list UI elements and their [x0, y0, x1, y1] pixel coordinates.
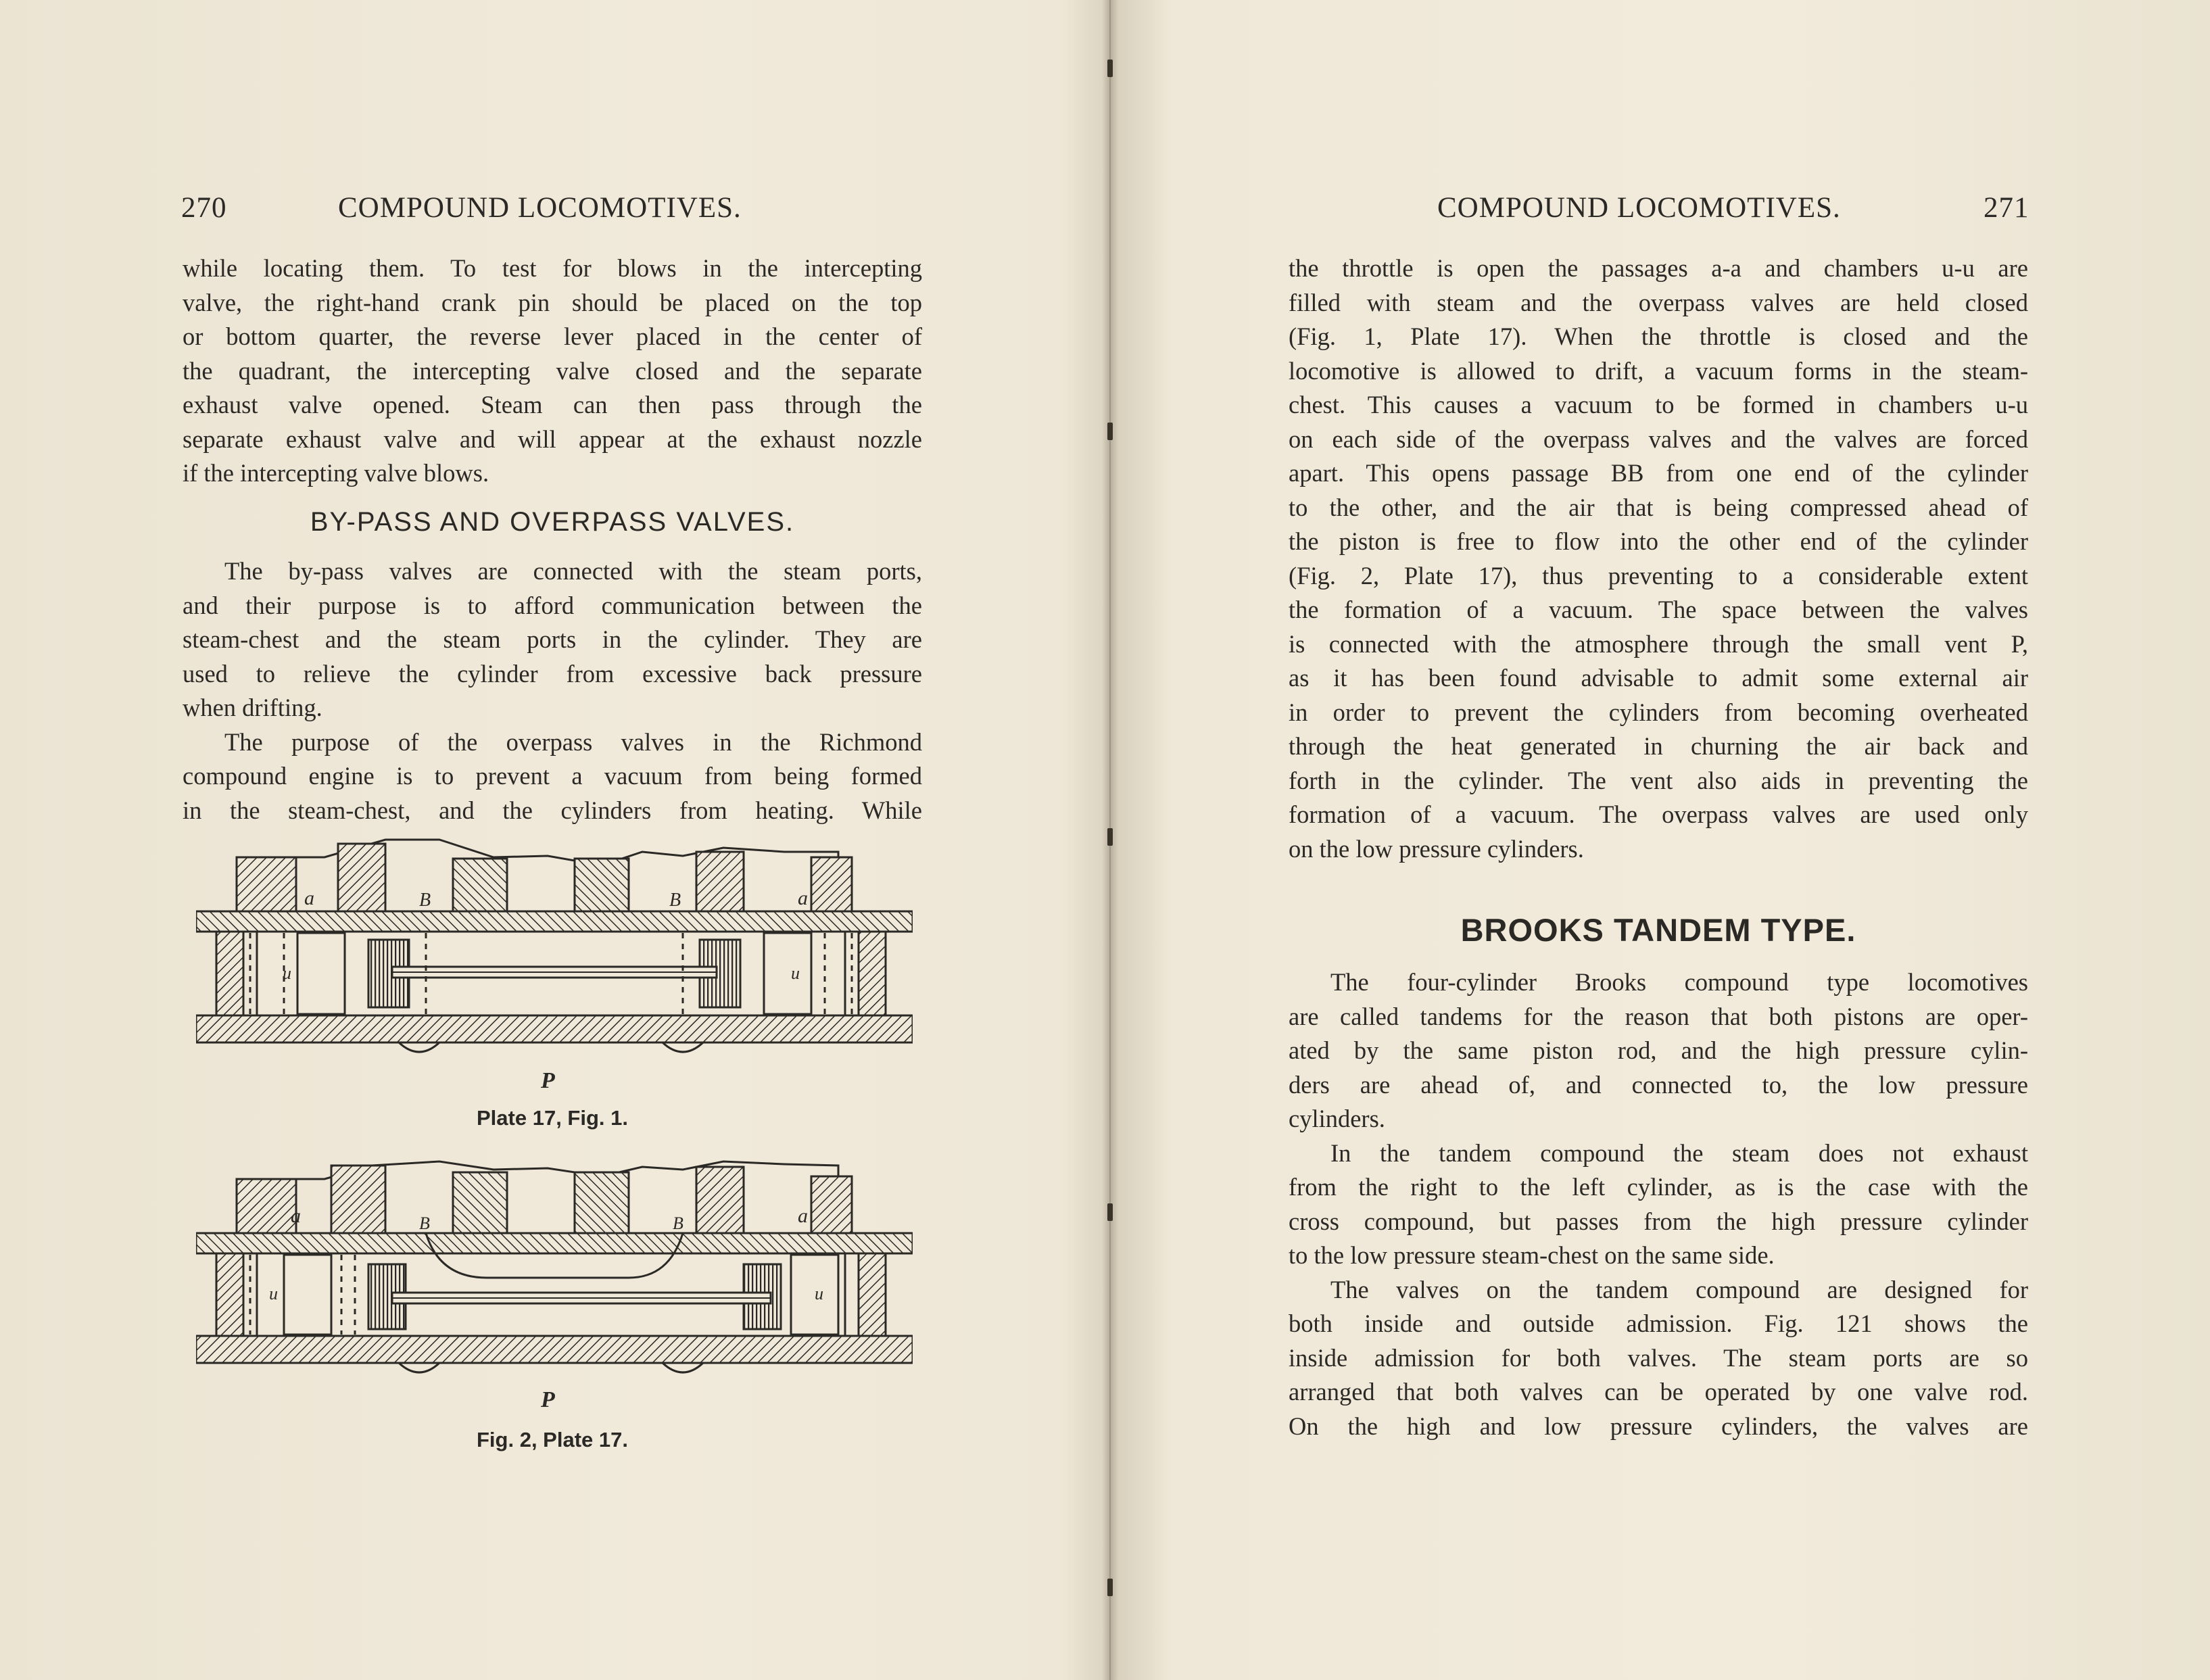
text-line: in the steam-chest, and the cylinders from heating. While	[183, 796, 922, 824]
text-line: the formation of a vacuum. The space between the valves	[1289, 596, 2028, 623]
text-line: compound engine is to prevent a vacuum from being formed	[183, 762, 922, 790]
right-page	[1118, 0, 2210, 1680]
text-line: ders are ahead of, and connected to, the low pressure	[1289, 1070, 2028, 1099]
top-wall	[696, 852, 744, 911]
label-a: a	[291, 1205, 301, 1227]
text-line: formation of a vacuum. The overpass valves are used only	[1289, 800, 2028, 828]
text-line: filled with steam and the overpass valves are held closed	[1289, 288, 2028, 316]
valve-diagram-fig2	[196, 1149, 913, 1393]
top-wall	[331, 1166, 385, 1233]
vent-port	[399, 1042, 439, 1052]
left-flange	[216, 1253, 243, 1336]
text-line: exhaust valve opened. Steam can then pass through the	[183, 391, 922, 418]
binding-stitch	[1107, 1579, 1113, 1596]
vent-port	[663, 1363, 703, 1372]
lower-band	[196, 1336, 913, 1363]
text-line: inside admission for both valves. The steam ports are so	[1289, 1343, 2028, 1372]
label-b: B	[419, 1214, 430, 1233]
label-b: B	[673, 1214, 683, 1233]
text-line: The by-pass valves are connected with the steam ports,	[224, 557, 922, 585]
section-heading: BROOKS TANDEM TYPE.	[1460, 912, 1856, 948]
running-head: COMPOUND LOCOMOTIVES.	[338, 192, 742, 224]
section-heading: BY-PASS AND OVERPASS VALVES.	[310, 507, 795, 537]
binding-stitch	[1107, 828, 1113, 846]
text-line: On the high and low pressure cylinders, the valves are	[1289, 1412, 2028, 1440]
page-number: 271	[1984, 192, 2029, 224]
label-b: B	[669, 890, 681, 911]
text-line: apart. This opens passage BB from one end of the cylinder	[1289, 459, 2028, 487]
text-line: cylinders.	[1289, 1105, 1385, 1132]
binding-stitch	[1107, 59, 1113, 77]
right-flange	[859, 1253, 886, 1336]
top-wall	[811, 857, 852, 911]
valve-diagram-fig1	[196, 832, 913, 1075]
text-line: to the low pressure steam-chest on the same side.	[1289, 1241, 1775, 1269]
text-line: the throttle is open the passages a-a and chambers u-u are	[1289, 254, 2028, 282]
paragraph	[1289, 965, 2028, 1443]
left-valve-body	[297, 933, 345, 1014]
vent-port	[663, 1042, 703, 1052]
text-line: chest. This causes a vacuum to be formed in chambers u-u	[1289, 391, 2028, 418]
top-wall	[453, 1172, 507, 1233]
paragraph	[183, 251, 922, 491]
text-line: separate exhaust valve and will appear at the exhaust nozzle	[183, 425, 922, 453]
text-line: used to relieve the cylinder from excessive back pressure	[183, 659, 922, 688]
text-line: if the intercepting valve blows.	[183, 459, 489, 487]
text-line: The valves on the tandem compound are designed for	[1330, 1275, 2028, 1303]
page-number: 270	[181, 192, 227, 224]
text-line: or bottom quarter, the reverse lever placed in the center of	[183, 322, 922, 350]
upper-band	[196, 911, 913, 932]
text-line: on each side of the overpass valves and the valves are forced	[1289, 425, 2028, 453]
lower-band	[196, 1015, 913, 1042]
text-line: cross compound, but passes from the high pressure cylinder	[1289, 1207, 2028, 1235]
figure-caption: Plate 17, Fig. 1.	[477, 1106, 628, 1130]
label-u: u	[791, 963, 800, 983]
text-line: through the heat generated in churning the air back and	[1289, 732, 2028, 760]
top-wall	[338, 844, 385, 911]
text-line: as it has been found advisable to admit some external air	[1289, 664, 2028, 692]
text-line: to the other, and the air that is being compressed ahead of	[1289, 493, 2028, 521]
text-line: ated by the same piston rod, and the high pressure cylin-	[1289, 1036, 2028, 1064]
binding-stitch	[1107, 1203, 1113, 1221]
vent-port	[399, 1363, 439, 1372]
running-head: COMPOUND LOCOMOTIVES.	[1437, 192, 1841, 224]
text-line: arranged that both valves can be operated by one valve rod.	[1289, 1378, 2028, 1406]
text-line: valve, the right-hand crank pin should be placed on the top	[183, 288, 922, 316]
vent-label-p: P	[541, 1387, 555, 1412]
right-flange	[859, 932, 886, 1015]
text-line: The four-cylinder Brooks compound type locomotives	[1330, 968, 2028, 996]
right-valve-body	[764, 933, 811, 1014]
label-b: B	[419, 890, 431, 911]
text-line: (Fig. 2, Plate 17), thus preventing to a considerable extent	[1289, 561, 2028, 590]
figure-caption: Fig. 2, Plate 17.	[477, 1428, 628, 1451]
text-line: in order to prevent the cylinders from becoming overheated	[1289, 698, 2028, 726]
top-wall	[811, 1176, 852, 1233]
text-line: locomotive is allowed to drift, a vacuum forms in the steam-	[1289, 356, 2028, 385]
text-line: forth in the cylinder. The vent also aids in preventing the	[1289, 766, 2028, 794]
label-a: a	[798, 1205, 808, 1227]
text-line: the piston is free to flow into the other end of the cylinder	[1289, 527, 2028, 555]
vent-label-p: P	[541, 1068, 555, 1093]
label-u: u	[815, 1284, 823, 1303]
casting-outline	[243, 840, 838, 865]
top-wall	[575, 1172, 629, 1233]
top-wall	[237, 857, 296, 911]
text-line: In the tandem compound the steam does not exhaust	[1330, 1138, 2028, 1167]
text-line: on the low pressure cylinders.	[1289, 834, 1584, 863]
text-line: and their purpose is to afford communication between the	[183, 591, 922, 619]
label-u: u	[283, 963, 291, 983]
text-line: when drifting.	[183, 694, 322, 721]
label-a: a	[304, 887, 314, 909]
text-line: both inside and outside admission. Fig. 121 shows the	[1289, 1310, 2028, 1337]
text-line: (Fig. 1, Plate 17). When the throttle is closed and the	[1289, 322, 2028, 350]
top-wall	[237, 1179, 296, 1233]
top-wall	[575, 859, 629, 911]
label-u: u	[269, 1284, 278, 1303]
paragraph	[183, 554, 922, 827]
label-a: a	[798, 887, 808, 909]
paragraph	[1289, 251, 2028, 866]
text-line: from the right to the left cylinder, as is the case with the	[1289, 1173, 2028, 1201]
text-line: the quadrant, the intercepting valve closed and the separate	[183, 356, 922, 385]
text-line: The purpose of the overpass valves in the Richmond	[224, 727, 922, 756]
text-line: steam-chest and the steam ports in the cylinder. They are	[183, 625, 922, 653]
top-wall	[696, 1167, 744, 1233]
text-line: while locating them. To test for blows in the intercepting	[183, 254, 922, 282]
top-wall	[453, 859, 507, 911]
left-valve-body	[284, 1255, 331, 1335]
left-flange	[216, 932, 243, 1015]
text-line: is connected with the atmosphere through the small vent P,	[1289, 629, 2028, 658]
text-line: are called tandems for the reason that both pistons are oper-	[1289, 1002, 2028, 1030]
upper-band	[196, 1233, 913, 1253]
binding-stitch	[1107, 423, 1113, 440]
